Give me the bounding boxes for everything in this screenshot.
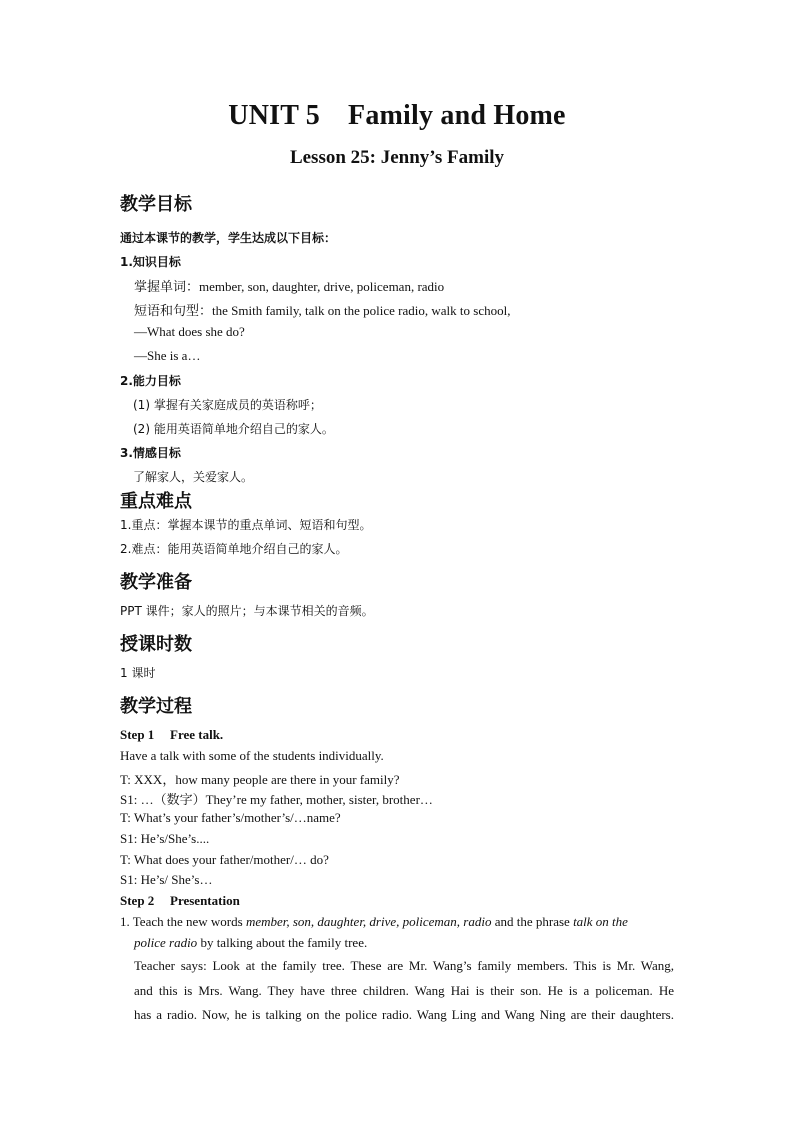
new-phrase-cont: police radio [134, 935, 198, 950]
step2-text: and the phrase [491, 914, 574, 929]
emotion-heading: 3.情感目标 [120, 446, 181, 460]
step2-item1-line2 [134, 935, 367, 951]
step1-line: S1: He’s/She’s.... [120, 831, 210, 846]
step1-line: T: What’s your father’s/mother’s/…name? [120, 810, 341, 825]
unit-number: UNIT 5 [228, 100, 321, 131]
key-points-heading: 重点难点 [120, 491, 192, 512]
ability-item-2: (2) 能用英语简单地介绍自己的家人。 [133, 422, 334, 436]
teacher-says-line: has a radio. Now, he is talking on the police radio. Wang Ling and Wang Ning are their daughters. [134, 1007, 674, 1022]
emotion-item-1: 了解家人，关爱家人。 [133, 470, 254, 484]
teacher-says-line: Teacher says: Look at the family tree. These are Mr. Wang’s family members. This is Mr. Wang, [134, 958, 674, 973]
knowledge-heading: 1.知识目标 [120, 255, 181, 269]
step1-line: T: What does your father/mother/… do? [120, 852, 329, 867]
hours-item: 1 课时 [120, 666, 156, 680]
key-point-2: 2.难点：能用英语简单地介绍自己的家人。 [120, 542, 348, 556]
preparation-heading: 教学准备 [120, 572, 192, 593]
step2-heading [120, 893, 240, 909]
step1-heading [120, 727, 223, 743]
step1-title: Free talk. [170, 727, 224, 742]
lesson-title: Lesson 25: Jenny’s Family [289, 147, 505, 168]
phrases-line: 短语和句型：the Smith family, talk on the police radio, walk to school, [134, 303, 511, 318]
teacher-says-line: and this is Mrs. Wang. They have three children. Wang Hai is their son. He is a policeman. He [134, 983, 674, 998]
preparation-item: PPT 课件；家人的照片；与本课节相关的音频。 [120, 604, 374, 618]
unit-name: Family and Home [348, 100, 566, 131]
new-phrase: talk on the [573, 914, 628, 929]
step2-text: by talking about the family tree. [197, 935, 368, 950]
key-point-1: 1.重点：掌握本课节的重点单词、短语和句型。 [120, 518, 372, 532]
step1-label: Step 1 [120, 727, 155, 742]
unit-title [0, 100, 794, 132]
step1-line: Have a talk with some of the students individually. [120, 748, 384, 763]
answer-line: —She is a… [134, 348, 201, 363]
objectives-intro: 通过本课节的教学，学生达成以下目标： [120, 231, 337, 245]
step1-line: S1: …（数字）They’re my father, mother, sister, brother… [120, 792, 433, 807]
vocab-line: 掌握单词：member, son, daughter, drive, policeman, radio [134, 279, 445, 294]
hours-heading: 授课时数 [120, 634, 192, 655]
process-heading: 教学过程 [120, 696, 192, 717]
question-line: —What does she do? [134, 324, 245, 339]
ability-heading: 2.能力目标 [120, 374, 181, 388]
step2-title: Presentation [170, 893, 240, 908]
step1-line: S1: He’s/ She’s… [120, 872, 213, 887]
step1-line: T: XXX，how many people are there in your family? [120, 772, 400, 787]
ability-item-1: (1) 掌握有关家庭成员的英语称呼； [133, 398, 322, 412]
new-words: member, son, daughter, drive, policeman, radio [245, 914, 492, 929]
step2-label: Step 2 [120, 893, 155, 908]
objectives-heading: 教学目标 [120, 194, 192, 215]
step2-text: 1. Teach the new words [120, 914, 246, 929]
step2-item1-line1 [120, 914, 628, 930]
